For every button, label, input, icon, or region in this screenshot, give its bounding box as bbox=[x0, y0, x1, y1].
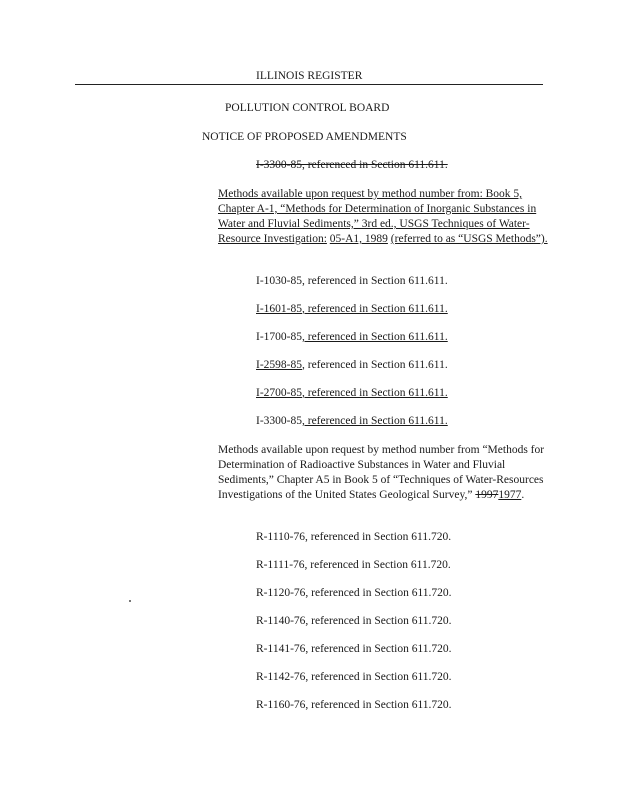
list-item: I-2598-85, referenced in Section 611.611. bbox=[256, 359, 448, 371]
radioactive-methods-paragraph: Methods available upon request by method number from “Methods for Determination of Radioactive Substances in Water and Fluvial Sediments,” Chapter A5 in Book 5 of “Techniques of Water-Resources Investigations of the United States Geological Survey,” 19971977. bbox=[218, 444, 545, 501]
list-item: R-1111-76, referenced in Section 611.720. bbox=[256, 559, 451, 571]
header-rule bbox=[75, 84, 543, 85]
inserted-year: 1977 bbox=[498, 489, 522, 501]
scan-artifact bbox=[129, 600, 131, 602]
board-title: POLLUTION CONTROL BOARD bbox=[225, 102, 390, 114]
list-item: R-1142-76, referenced in Section 611.720. bbox=[256, 671, 452, 683]
register-title: ILLINOIS REGISTER bbox=[256, 70, 363, 82]
list-item: I-3300-85, referenced in Section 611.611. bbox=[256, 415, 448, 427]
list-item: R-1110-76, referenced in Section 611.720. bbox=[256, 531, 452, 543]
list-item: I-1601-85, referenced in Section 611.611. bbox=[256, 303, 448, 315]
list-item: I-2700-85, referenced in Section 611.611. bbox=[256, 387, 448, 399]
list-item: R-1140-76, referenced in Section 611.720. bbox=[256, 615, 452, 627]
notice-title: NOTICE OF PROPOSED AMENDMENTS bbox=[202, 131, 407, 143]
deleted-year: 1997 bbox=[475, 489, 499, 501]
list-item: I-1700-85, referenced in Section 611.611. bbox=[256, 331, 448, 343]
usgs-methods-tail: (referred to as “USGS Methods”). bbox=[390, 233, 548, 245]
list-item: R-1120-76, referenced in Section 611.720. bbox=[256, 587, 452, 599]
radioactive-methods-text: Methods available upon request by method number from “Methods for Determination of Radioactive Substances in Water and Fluvial Sediments,” Chapter A5 in Book 5 of “Techniques of Water-Resources Investigations of the United States Geological Survey,” bbox=[218, 444, 545, 501]
list-item: I-1030-85, referenced in Section 611.611. bbox=[256, 275, 448, 287]
list-item: R-1141-76, referenced in Section 611.720. bbox=[256, 643, 452, 655]
deleted-reference: I-3300-85, referenced in Section 611.611. bbox=[256, 159, 448, 171]
usgs-methods-edition: 05-A1, 1989 bbox=[329, 233, 388, 245]
usgs-methods-lead: Methods available upon request by method number from: Book 5, Chapter A-1, “Methods for Determination of Inorganic Substances in Water and Fluvial Sediments,” 3rd ed., USGS Techniques of Water-Resource Investigation: bbox=[218, 188, 537, 245]
usgs-methods-paragraph bbox=[218, 187, 548, 247]
list-item: R-1160-76, referenced in Section 611.720. bbox=[256, 699, 452, 711]
